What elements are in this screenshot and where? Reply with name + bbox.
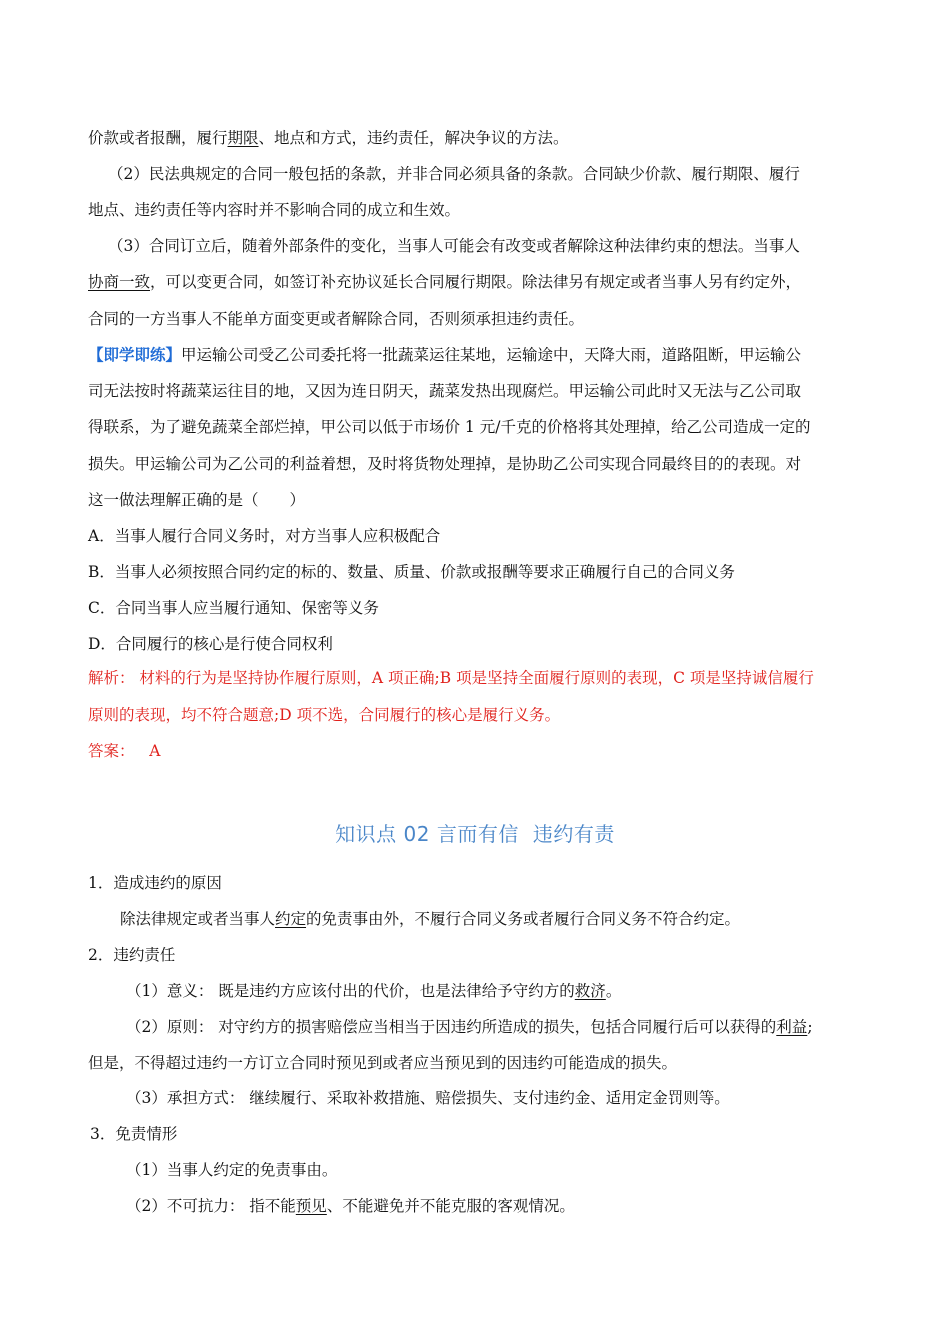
underlined-term: 预见 — [295, 1197, 327, 1215]
point3-line3: 合同的一方当事人不能单方面变更或者解除合同，否则须承担违约责任。 — [88, 310, 585, 328]
answer-value: A — [149, 742, 161, 760]
analysis-line2: 原则的表现，均不符合题意;D 项不选，合同履行的核心是履行义务。 — [88, 706, 561, 724]
practice-line1: 【即学即练】甲运输公司受乙公司委托将一批蔬菜运往某地，运输途中，天降大雨，道路阻断，甲运输公 — [88, 345, 802, 364]
point3-line1: （3）合同订立后，随着外部条件的变化，当事人可能会有改变或者解除这种法律约束的想法。当事人 — [108, 237, 800, 255]
answer-label: 答案： — [88, 742, 135, 760]
practice-line5: 这一做法理解正确的是（ ） — [88, 491, 306, 509]
underlined-term: 约定 — [275, 910, 307, 928]
underlined-term: 协商一致 — [88, 273, 151, 291]
underlined-term: 救济 — [574, 982, 606, 1000]
s2-principle-line1: （2）原则： 对守约方的损害赔偿应当相当于因违约所造成的损失，包括合同履行后可以获得的利益; — [126, 1018, 813, 1036]
option-b: B．当事人必须按照合同约定的标的、数量、质量、价款或报酬等要求正确履行自己的合同义务 — [88, 563, 735, 581]
underlined-term: 利益 — [776, 1018, 808, 1036]
s1-body: 除法律规定或者当事人约定的免责事由外，不履行合同义务或者履行合同义务不符合约定。 — [120, 910, 741, 928]
s2-meaning: （1）意义： 既是违约方应该付出的代价，也是法律给予守约方的救济。 — [126, 982, 622, 1000]
s3-item2: （2）不可抗力： 指不能预见、不能避免并不能克服的客观情况。 — [126, 1197, 575, 1215]
s2-methods: （3）承担方式： 继续履行、采取补救措施、赔偿损失、支付违约金、适用定金罚则等。 — [126, 1089, 730, 1107]
practice-line2: 司无法按时将蔬菜运往目的地，又因为连日阴天，蔬菜发热出现腐烂。甲运输公司此时又无法与乙公司取 — [88, 382, 802, 400]
point2-line1: （2）民法典规定的合同一般包括的条款，并非合同必须具备的条款。合同缺少价款、履行期限、履行 — [108, 165, 800, 183]
intro-continuation-line: 价款或者报酬，履行期限、地点和方式，违约责任，解决争议的方法。 — [88, 129, 569, 147]
practice-line3: 得联系，为了避免蔬菜全部烂掉，甲公司以低于市场价 1 元/千克的价格将其处理掉，给乙公司造成一定的 — [88, 418, 811, 436]
option-a: A．当事人履行合同义务时，对方当事人应积极配合 — [88, 527, 441, 545]
practice-line4: 损失。甲运输公司为乙公司的利益着想，及时将货物处理掉，是协助乙公司实现合同最终目的的表现。对 — [88, 455, 802, 473]
option-c: C．合同当事人应当履行通知、保密等义务 — [88, 599, 379, 617]
answer-line — [88, 739, 161, 763]
s2-principle-line2: 但是，不得超过违约一方订立合同时预见到或者应当预见到的因违约可能造成的损失。 — [88, 1054, 678, 1072]
s2-head: 2．违约责任 — [88, 946, 176, 964]
practice-tag: 【即学即练】 — [88, 345, 182, 364]
analysis-line1: 解析： 材料的行为是坚持协作履行原则，A 项正确;B 项是坚持全面履行原则的表现，C 项是坚持诚信履行 — [88, 669, 814, 687]
s1-head: 1．造成违约的原因 — [88, 874, 222, 892]
option-d: D．合同履行的核心是行使合同权利 — [88, 635, 333, 653]
s3-head: 3．免责情形 — [90, 1125, 178, 1143]
underlined-term: 期限 — [227, 129, 259, 147]
point3-line2: 协商一致，可以变更合同，如签订补充协议延长合同履行期限。除法律另有规定或者当事人另有约定外， — [88, 273, 802, 291]
s3-item1: （1）当事人约定的免责事由。 — [126, 1161, 338, 1179]
section-title: 知识点 02 言而有信 违约有责 — [335, 822, 615, 846]
point2-line2: 地点、违约责任等内容时并不影响合同的成立和生效。 — [88, 201, 461, 219]
